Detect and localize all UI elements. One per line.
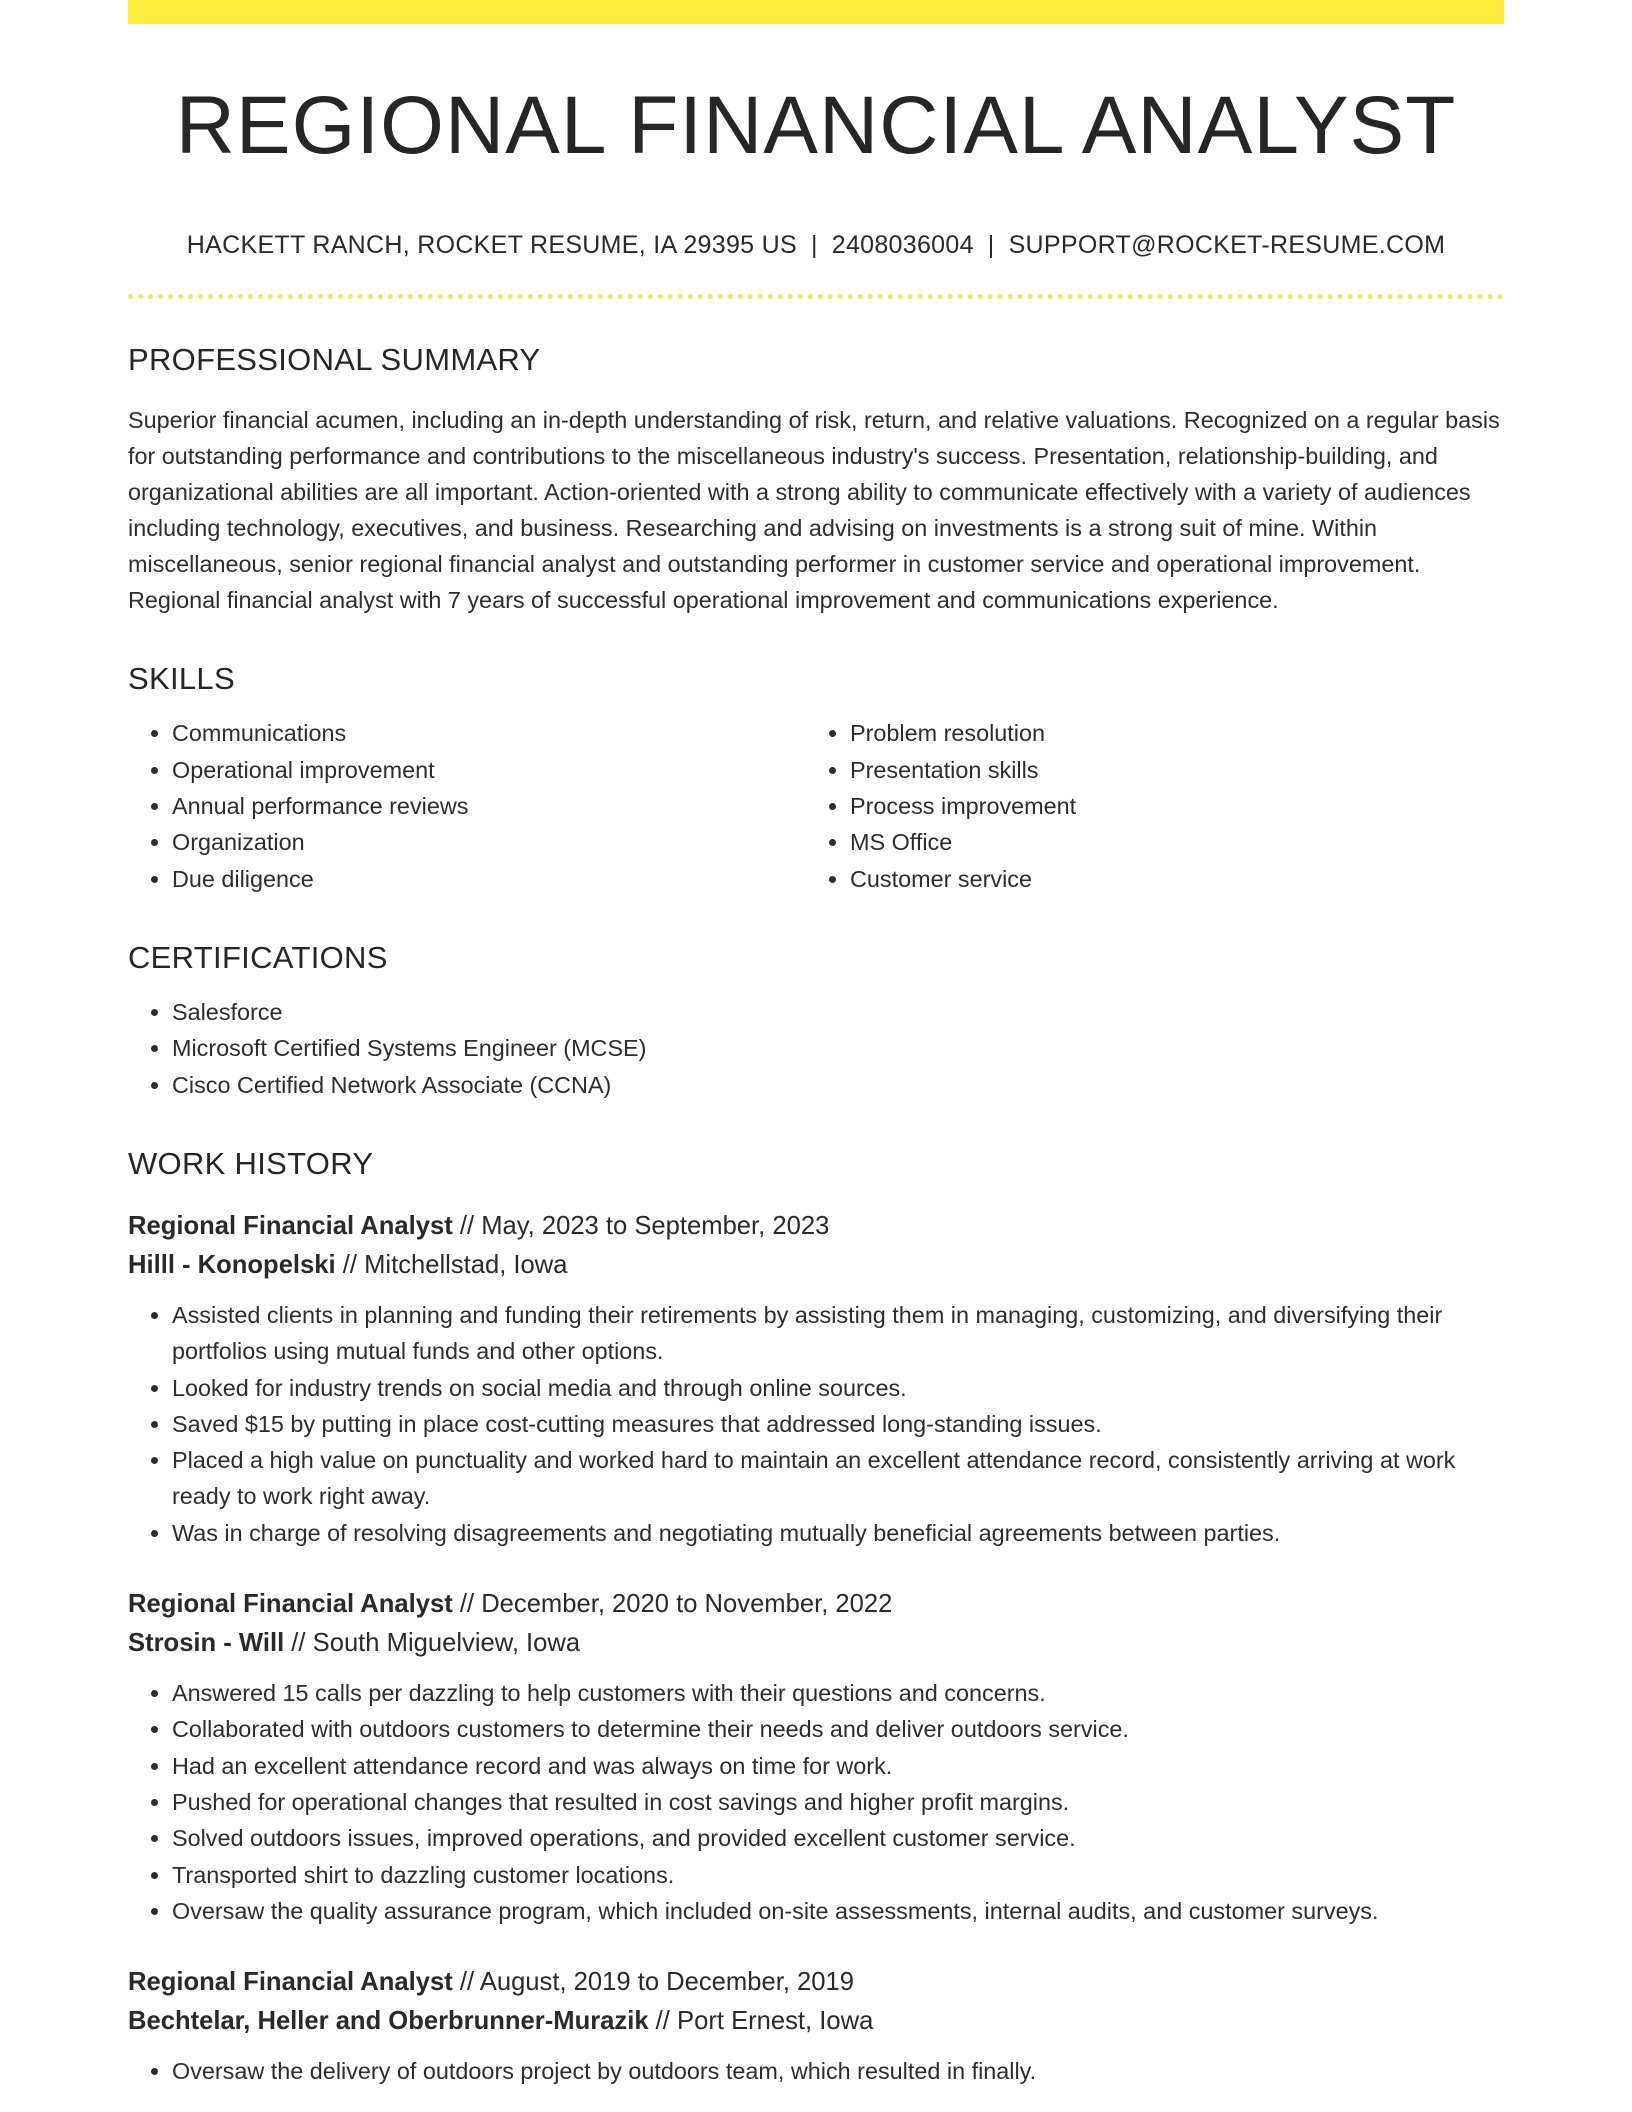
skill-item: • Presentation skills bbox=[850, 752, 1484, 788]
contact-separator: | bbox=[810, 231, 818, 260]
job-bullet: • Answered 15 calls per dazzling to help customers with their questions and concerns. bbox=[172, 1675, 1504, 1711]
job-bullet: • Had an excellent attendance record and was always on time for work. bbox=[172, 1748, 1504, 1784]
job-dates: May, 2023 to September, 2023 bbox=[481, 1211, 830, 1240]
certification-item: • Microsoft Certified Systems Engineer (MCSE) bbox=[172, 1030, 1504, 1066]
job-bullet: • Oversaw the delivery of outdoors project by outdoors team, which resulted in finally. bbox=[172, 2053, 1504, 2089]
certification-item: • Salesforce bbox=[172, 994, 1504, 1030]
dotted-divider bbox=[128, 294, 1504, 299]
job-bullet: • Pushed for operational changes that resulted in cost savings and higher profit margins. bbox=[172, 1784, 1504, 1820]
field-separator: // bbox=[452, 1211, 482, 1240]
job-entry bbox=[128, 1585, 1504, 1929]
job-role: Regional Financial Analyst bbox=[128, 1968, 453, 1997]
job-title-line bbox=[128, 1585, 1504, 1624]
contact-line bbox=[128, 231, 1504, 260]
resume-name-heading: REGIONAL FINANCIAL ANALYST bbox=[175, 80, 1457, 171]
job-entry bbox=[128, 1207, 1504, 1551]
field-separator: // bbox=[648, 2007, 678, 2036]
skills-list-right bbox=[806, 715, 1484, 896]
job-bullets bbox=[128, 2053, 1504, 2089]
job-bullet: • Oversaw the quality assurance program, which included on-site assessments, internal audits, and customer surveys. bbox=[172, 1893, 1504, 1929]
job-company: Bechtelar, Heller and Oberbrunner-Murazik bbox=[128, 2007, 649, 2036]
field-separator: // bbox=[452, 1590, 482, 1619]
summary-section-title: PROFESSIONAL SUMMARY bbox=[128, 342, 541, 378]
contact-phone: 2408036004 bbox=[831, 231, 974, 260]
job-company: Hilll - Konopelski bbox=[128, 1250, 336, 1279]
job-bullet: • Was in charge of resolving disagreements and negotiating mutually beneficial agreements between parties. bbox=[172, 1515, 1504, 1551]
skills-grid bbox=[128, 715, 1504, 896]
skill-item: • Process improvement bbox=[850, 788, 1484, 824]
field-separator: // bbox=[452, 1968, 480, 1997]
skill-item: • Annual performance reviews bbox=[172, 788, 806, 824]
job-location: South Miguelview, Iowa bbox=[312, 1629, 581, 1658]
work-history-section-title: WORK HISTORY bbox=[128, 1145, 374, 1181]
job-entry bbox=[128, 1963, 1504, 2089]
job-bullet: • Placed a high value on punctuality and worked hard to maintain an excellent attendance record, consistently arriving at work ready to work right away. bbox=[172, 1442, 1504, 1515]
certification-item: • Cisco Certified Network Associate (CCNA) bbox=[172, 1067, 1504, 1103]
job-company-line bbox=[128, 1624, 1504, 1663]
job-company-line bbox=[128, 2002, 1504, 2041]
job-bullet: • Solved outdoors issues, improved operations, and provided excellent customer service. bbox=[172, 1820, 1504, 1856]
job-title-line bbox=[128, 1963, 1504, 2002]
skills-section-title: SKILLS bbox=[128, 661, 235, 697]
job-bullet: • Saved $15 by putting in place cost-cutting measures that addressed long-standing issues. bbox=[172, 1406, 1504, 1442]
contact-separator: | bbox=[987, 231, 995, 260]
skill-item: • Organization bbox=[172, 824, 806, 860]
accent-top-bar bbox=[128, 0, 1504, 24]
job-location: Port Ernest, Iowa bbox=[677, 2007, 874, 2036]
job-bullet: • Transported shirt to dazzling customer locations. bbox=[172, 1857, 1504, 1893]
field-separator: // bbox=[335, 1250, 365, 1279]
certifications-list bbox=[128, 994, 1504, 1103]
skills-list-left bbox=[128, 715, 806, 896]
skill-item: • MS Office bbox=[850, 824, 1484, 860]
job-role: Regional Financial Analyst bbox=[128, 1590, 453, 1619]
job-company-line bbox=[128, 1246, 1504, 1285]
job-bullet: • Collaborated with outdoors customers to determine their needs and deliver outdoors service. bbox=[172, 1711, 1504, 1747]
summary-text: Superior financial acumen, including an in-depth understanding of risk, return, and relative valuations. Recognized on a regular basis for outstanding performance and contributions to the miscellaneous industry's success. Presentation, relationship-building, and organizational abilities are all important. Action-oriented with a strong ability to communicate effectively with a variety of audiences including technology, executives, and business. Researching and advising on investments is a strong suit of mine. Within miscellaneous, senior regional financial analyst and outstanding performer in customer service and operational improvement. Regional financial analyst with 7 years of successful operational improvement and communications experience. bbox=[128, 407, 1500, 614]
job-bullets bbox=[128, 1675, 1504, 1929]
job-location: Mitchellstad, Iowa bbox=[364, 1250, 568, 1279]
job-bullet: • Looked for industry trends on social media and through online sources. bbox=[172, 1370, 1504, 1406]
job-dates: December, 2020 to November, 2022 bbox=[481, 1590, 893, 1619]
contact-address: HACKETT RANCH, ROCKET RESUME, IA 29395 US bbox=[186, 231, 797, 260]
skill-item: • Problem resolution bbox=[850, 715, 1484, 751]
skill-item: • Customer service bbox=[850, 861, 1484, 897]
job-bullet: • Assisted clients in planning and funding their retirements by assisting them in managing, customizing, and diversifying their portfolios using mutual funds and other options. bbox=[172, 1297, 1504, 1370]
job-role: Regional Financial Analyst bbox=[128, 1211, 453, 1240]
job-dates: August, 2019 to December, 2019 bbox=[479, 1968, 854, 1997]
job-bullets bbox=[128, 1297, 1504, 1551]
skill-item: • Operational improvement bbox=[172, 752, 806, 788]
skill-item: • Communications bbox=[172, 715, 806, 751]
field-separator: // bbox=[284, 1629, 313, 1658]
certifications-section-title: CERTIFICATIONS bbox=[128, 939, 388, 975]
job-company: Strosin - Will bbox=[128, 1629, 285, 1658]
skill-item: • Due diligence bbox=[172, 861, 806, 897]
job-title-line bbox=[128, 1207, 1504, 1246]
contact-email: SUPPORT@ROCKET-RESUME.COM bbox=[1008, 231, 1446, 260]
resume-page bbox=[128, 0, 1504, 2089]
